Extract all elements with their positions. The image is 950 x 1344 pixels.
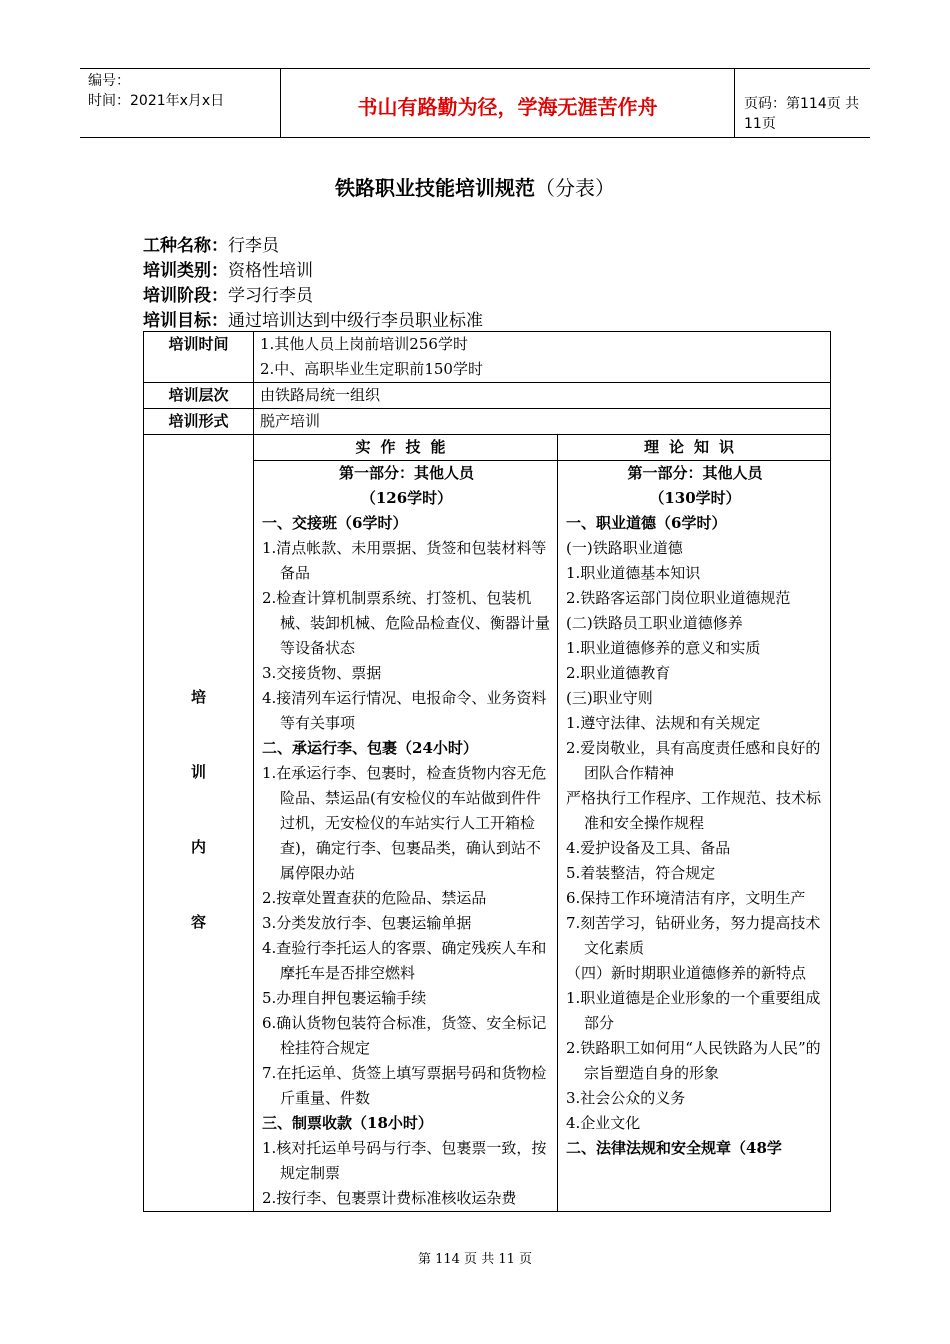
content-line: 二、承运行李、包裹（24小时） (262, 739, 478, 757)
practical-content (254, 461, 558, 1212)
time-value (254, 332, 831, 383)
title-main: 铁路职业技能培训规范 (335, 176, 535, 200)
content-line: 6.保持工作环境清洁有序，文明生产 (566, 889, 806, 907)
content-line: 3.交接货物、票据 (262, 664, 382, 682)
content-line: 5.着装整洁，符合规定 (566, 864, 716, 882)
level-value: 由铁路局统一组织 (254, 383, 831, 409)
table-row (144, 435, 831, 461)
content-line: （126学时） (360, 489, 453, 507)
page-header (80, 68, 870, 138)
content-line: 一、职业道德（6学时） (566, 514, 727, 532)
document-date-label: 时间：2021年x月x日 (88, 93, 225, 109)
meta-label: 培训阶段： (143, 286, 228, 306)
content-line: 2.按行李、包裹票计费标准核收运杂费 (262, 1189, 517, 1207)
document-number-label: 编号： (88, 73, 130, 89)
content-line: 7.在托运单、货签上填写票据号码和货物检斤重量、件数 (262, 1064, 547, 1107)
level-label: 培训层次 (144, 383, 254, 409)
content-line: 三、制票收款（18小时） (262, 1114, 433, 1132)
content-line: 3.分类发放行李、包裹运输单据 (262, 914, 472, 932)
meta-value: 通过培训达到中级行李员职业标准 (228, 311, 483, 331)
content-line: 严格执行工作程序、工作规范、技术标准和安全操作规程 (566, 789, 822, 832)
practical-header: 实作技能 (254, 435, 558, 461)
content-line: 6.确认货物包装符合标准，货签、安全标记栓挂符合规定 (262, 1014, 547, 1057)
content-line: 2.爱岗敬业，具有高度责任感和良好的团队合作精神 (566, 739, 821, 782)
content-label-char: 内 (190, 838, 206, 856)
title-suffix: （分表） (535, 176, 615, 200)
document-title (0, 172, 950, 201)
header-left-cell (80, 69, 280, 137)
header-motto-cell (280, 69, 735, 137)
training-table (143, 331, 831, 1212)
time-line: 2.中、高职毕业生定职前150学时 (260, 360, 483, 378)
form-value: 脱产培训 (254, 409, 831, 435)
content-line: 4.爱护设备及工具、备品 (566, 839, 731, 857)
page-number-label: 页码：第114页 共11页 (744, 96, 860, 132)
meta-row-stage (143, 284, 483, 309)
content-line: （四）新时期职业道德修养的新特点 (566, 964, 807, 982)
page-footer: 第 114 页 共 11 页 (417, 1252, 533, 1267)
meta-value: 行李员 (228, 236, 279, 256)
content-line: 7.刻苦学习，钻研业务，努力提高技术文化素质 (566, 914, 821, 957)
meta-row-job (143, 234, 483, 259)
table-row (144, 383, 831, 409)
content-line: 3.社会公众的义务 (566, 1089, 686, 1107)
content-line: 1.职业道德修养的意义和实质 (566, 639, 761, 657)
content-label-char: 容 (190, 913, 206, 931)
content-line: 第一部分：其他人员 (627, 464, 763, 482)
content-line: （130学时） (649, 489, 741, 507)
theory-content (558, 461, 831, 1212)
meta-label: 培训目标： (143, 311, 228, 331)
content-line: 一、交接班（6学时） (262, 514, 408, 532)
content-line: 2.铁路客运部门岗位职业道德规范 (566, 589, 791, 607)
content-line: 1.核对托运单号码与行李、包裹票一致，按规定制票 (262, 1139, 547, 1182)
content-line: 1.清点帐款、未用票据、货签和包装材料等备品 (262, 539, 547, 582)
content-line: 二、法律法规和安全规章（48学 (566, 1139, 782, 1157)
time-label: 培训时间 (144, 332, 254, 383)
meta-label: 工种名称： (143, 236, 228, 256)
content-line: 2.按章处置查获的危险品、禁运品 (262, 889, 487, 907)
content-line: 4.接清列车运行情况、电报命令、业务资料等有关事项 (262, 689, 547, 732)
meta-row-category (143, 259, 483, 284)
content-label-char: 培 (190, 688, 206, 706)
content-line: 1.职业道德基本知识 (566, 564, 701, 582)
content-line: 1.遵守法律、法规和有关规定 (566, 714, 761, 732)
form-label: 培训形式 (144, 409, 254, 435)
content-line: 第一部分：其他人员 (338, 464, 474, 482)
table-row (144, 409, 831, 435)
content-line: (一)铁路职业道德 (566, 539, 683, 557)
content-line: (三)职业守则 (566, 689, 653, 707)
content-line: 2.铁路职工如何用“人民铁路为人民”的宗旨塑造自身的形象 (566, 1039, 821, 1082)
meta-value: 资格性培训 (228, 261, 313, 281)
motto-text: 书山有路勤为径，学海无涯苦作舟 (357, 95, 658, 119)
meta-value: 学习行李员 (228, 286, 313, 306)
content-label (144, 435, 254, 1212)
table-row (144, 332, 831, 383)
content-line: (二)铁路员工职业道德修养 (566, 614, 743, 632)
content-line: 2.检查计算机制票系统、打签机、包装机械、装卸机械、危险品检查仪、衡器计量等设备状态 (262, 589, 551, 657)
content-line: 2.职业道德教育 (566, 664, 671, 682)
content-line: 1.在承运行李、包裹时，检查货物内容无危险品、禁运品(有安检仪的车站做到件件过机，无安检仪的车站实行人工开箱检查)，确定行李、包裹品类，确认到站不属停限办站 (262, 764, 547, 882)
content-line: 1.职业道德是企业形象的一个重要组成部分 (566, 989, 821, 1032)
theory-header: 理论知识 (558, 435, 831, 461)
content-line: 4.查验行李托运人的客票、确定残疾人车和摩托车是否排空燃料 (262, 939, 547, 982)
meta-label: 培训类别： (143, 261, 228, 281)
content-line: 5.办理自押包裹运输手续 (262, 989, 427, 1007)
time-line: 1.其他人员上岗前培训256学时 (260, 335, 468, 353)
content-line: 4.企业文化 (566, 1114, 641, 1132)
content-label-char: 训 (190, 763, 206, 781)
meta-info (143, 234, 483, 334)
